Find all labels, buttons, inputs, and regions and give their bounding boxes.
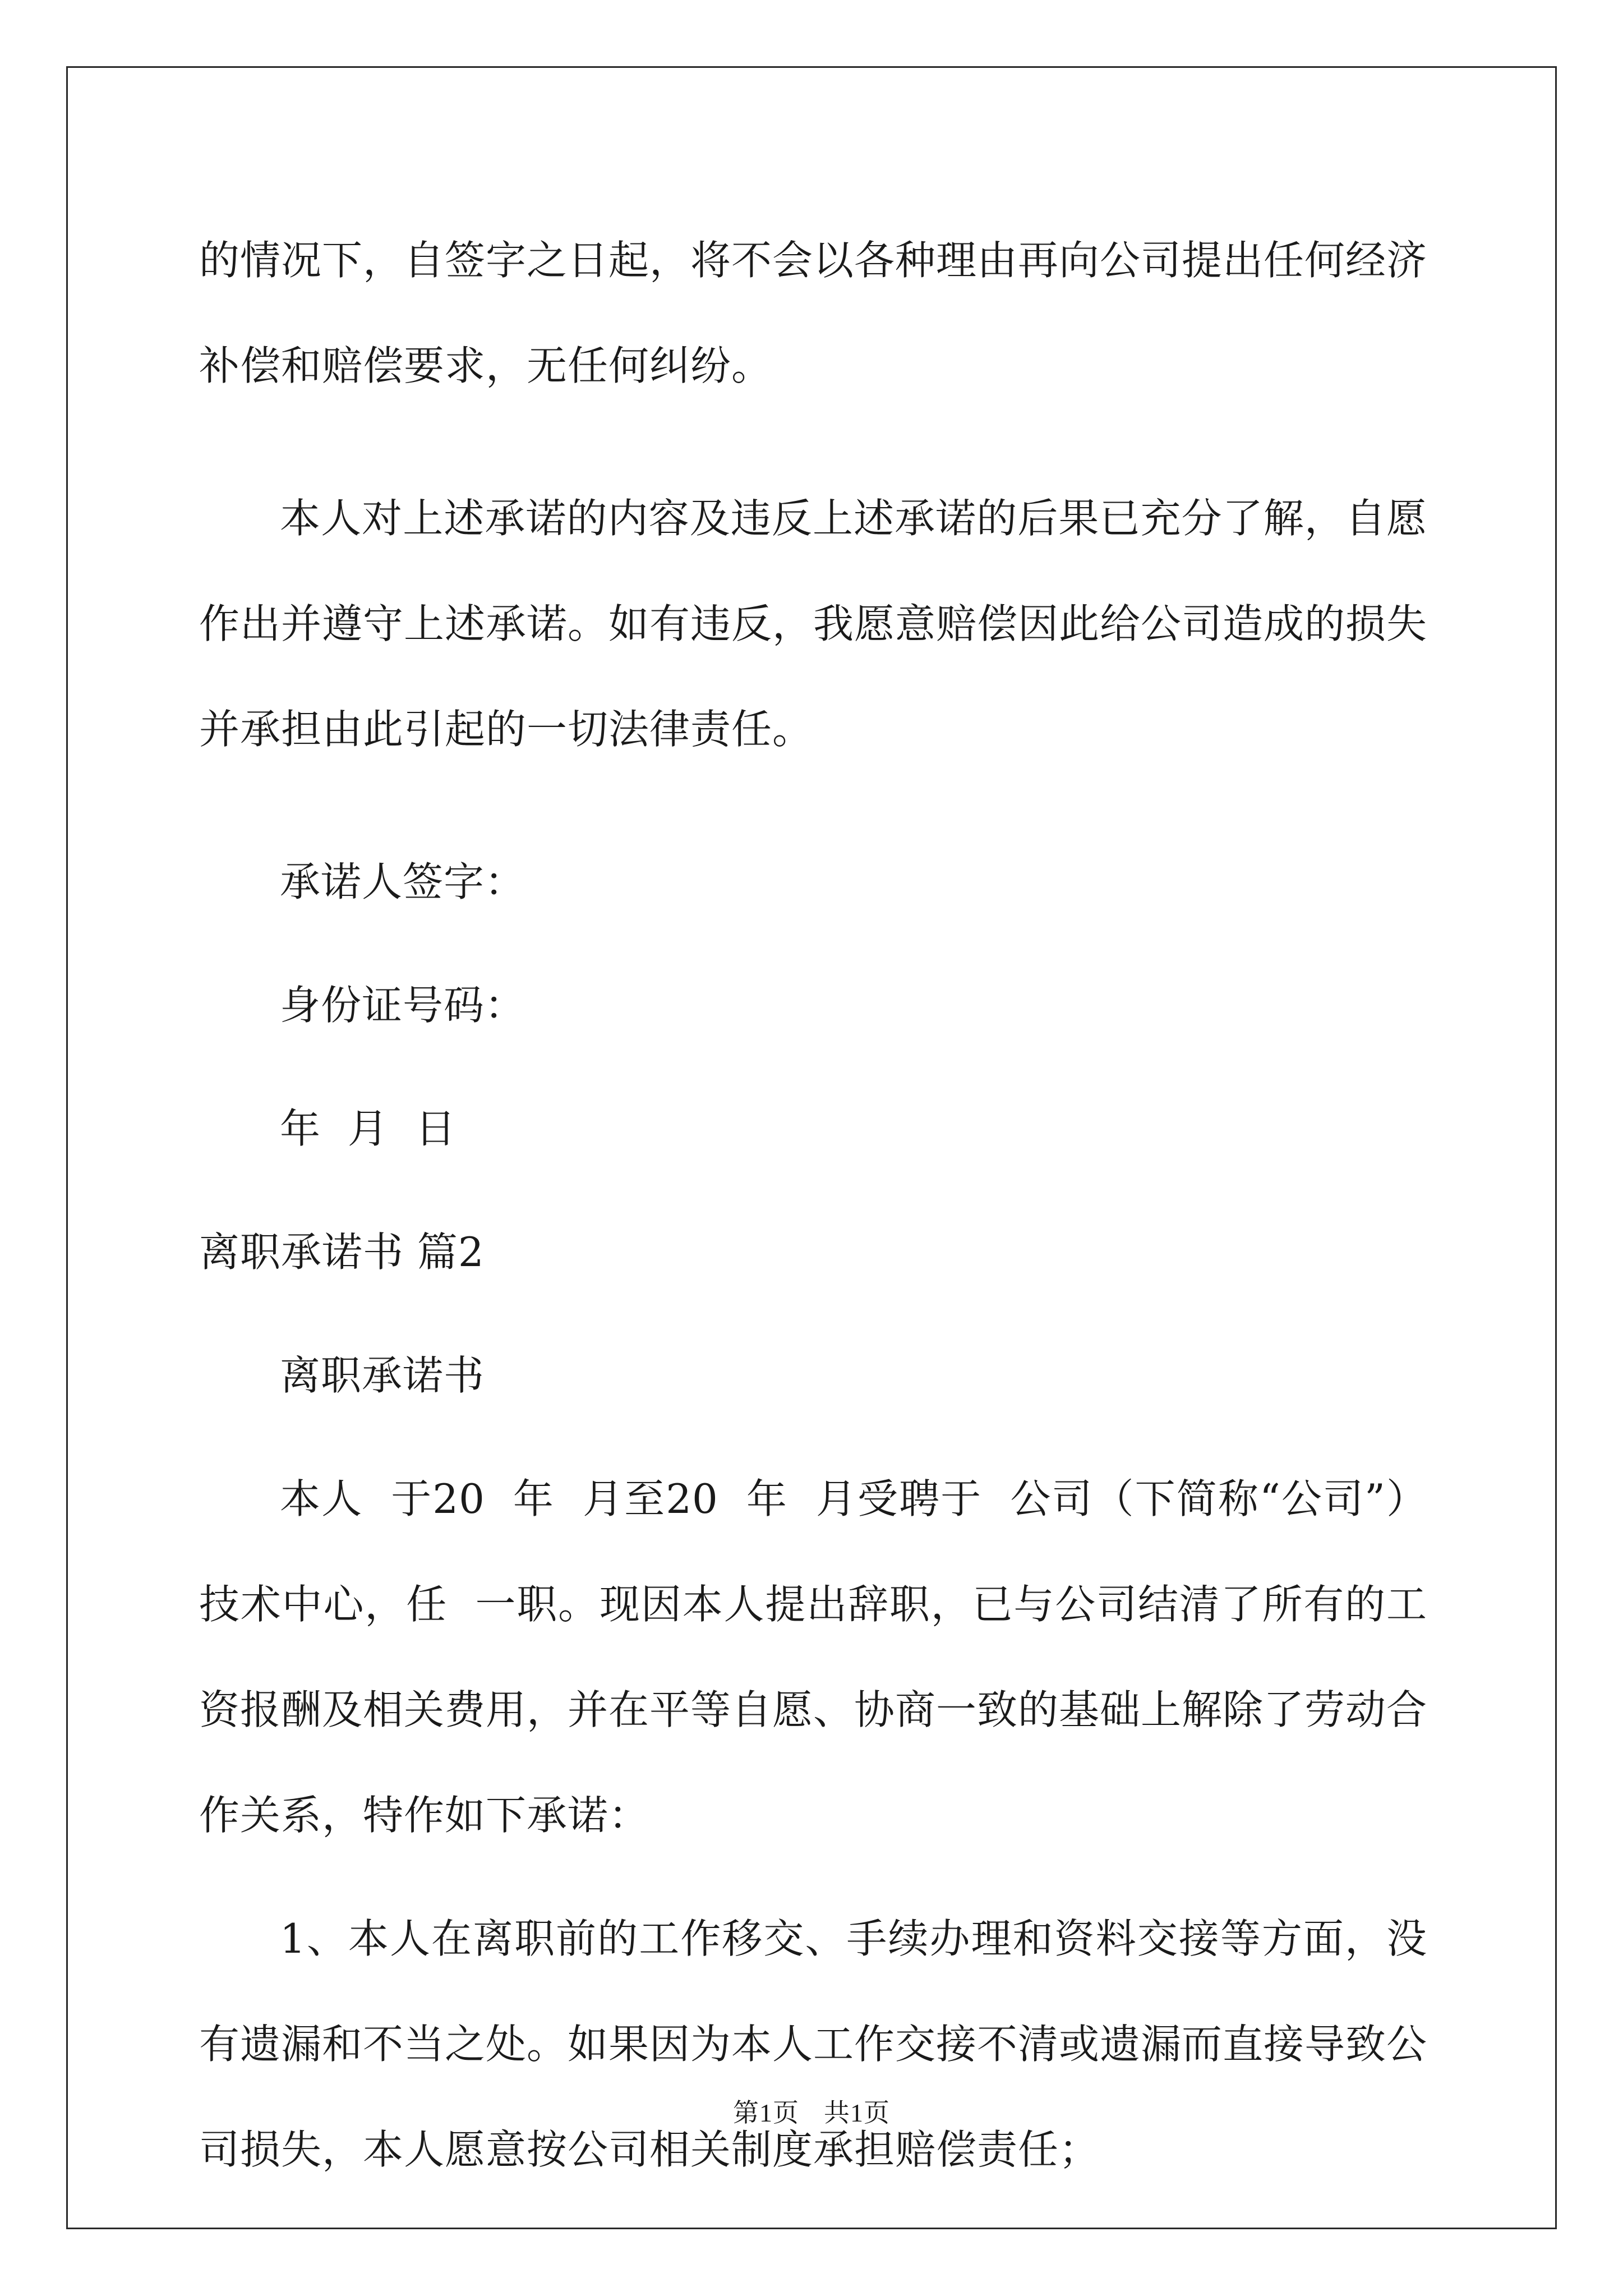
document-title: 离职承诺书 [280, 1352, 485, 1399]
section-heading: 离职承诺书 篇2 [199, 1228, 485, 1276]
paragraph-statement: 本人 于20 年 月至20 年 月受聘于 公司（下简称“公司”）技术中心，任 一职。现因本人提出辞职，已与公司结清了所有的工资报酬及相关费用，并在平等自愿、协商一致的基础上解除了劳动合作关系，特作如下承诺： [199, 1475, 1428, 1839]
paragraph-commitment-1: 1、本人在离职前的工作移交、手续办理和资料交接等方面，没有遗漏和不当之处。如果因为本人工作交接不清或遗漏而直接导致公司损失，本人愿意按公司相关制度承担赔偿责任； [199, 1915, 1428, 2173]
paragraph-acknowledgement: 本人对上述承诺的内容及违反上述承诺的后果已充分了解，自愿作出并遵守上述承诺。如有违反，我愿意赔偿因此给公司造成的损失并承担由此引起的一切法律责任。 [199, 495, 1428, 753]
document-body [199, 208, 1427, 2202]
paragraph-continuation: 的情况下，自签字之日起，将不会以各种理由再向公司提出任何经济补偿和赔偿要求，无任何纠纷。 [199, 237, 1428, 389]
date-line: 年 月 日 [280, 1105, 457, 1152]
signature-label: 承诺人签字： [280, 858, 526, 905]
page-number-total: 共1页 [824, 2099, 890, 2127]
id-number-label: 身份证号码： [280, 982, 526, 1029]
page-number-current: 第1页 [733, 2099, 799, 2127]
page-footer [0, 2092, 1623, 2129]
